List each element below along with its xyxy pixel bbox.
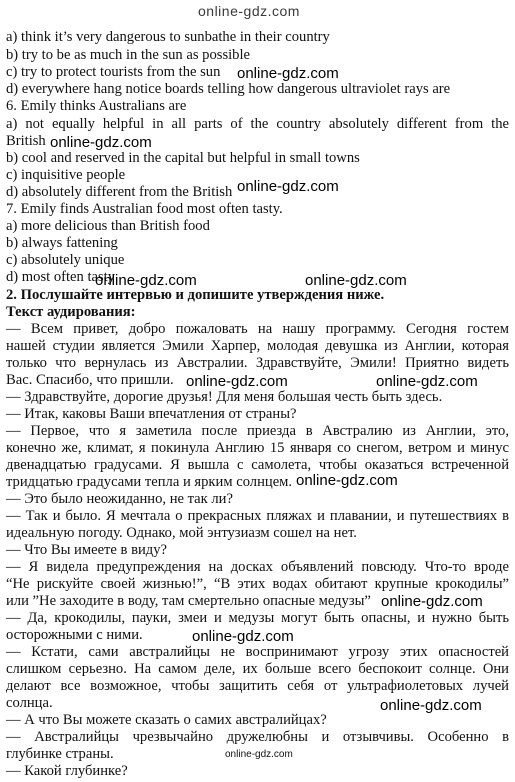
- option-5a: a) think it’s very dangerous to sunbathe in their country: [6, 29, 330, 45]
- transcript-line: — Какой глубинке?: [6, 763, 128, 779]
- transcript-line: слишком серьезно. На самом деле, их больше всего беспокоит солнце. Они: [6, 661, 509, 677]
- watermark: online-gdz.com: [186, 373, 288, 390]
- transcript-line: — Первое, что я заметила после приезда в Австралию из Англии, это,: [6, 423, 509, 439]
- option-5d: d) everywhere hang notice boards telling how dangerous ultraviolet rays are: [6, 81, 451, 97]
- transcript-line: — Я видела предупреждения на досках объявлений повсюду. Что-то вроде: [6, 559, 509, 575]
- watermark: online-gdz.com: [50, 134, 152, 151]
- watermark: online-gdz.com: [237, 178, 339, 195]
- watermark: online-gdz.com: [192, 628, 294, 645]
- watermark: online-gdz.com: [380, 697, 482, 714]
- option-6b: b) cool and reserved in the capital but helpful in small towns: [6, 150, 360, 166]
- transcript-line: — Кстати, сами австралийцы не воспринимают угрозу этих опасностей: [6, 644, 509, 660]
- transcript-line: “Не рискуйте своей жизнью!”, “В этих водах обитают крупные крокодилы”: [6, 576, 509, 592]
- option-5b: b) try to be as much in the sun as possible: [6, 47, 251, 63]
- transcript-line: — А что Вы можете сказать о самих австралийцах?: [6, 712, 327, 728]
- option-7b: b) always fattening: [6, 235, 118, 251]
- transcript-line: конечно же, климат, я покинула Англию 15 января со снегом, ветром и минус: [6, 440, 509, 456]
- option-6c: c) inquisitive people: [6, 167, 126, 183]
- watermark: online-gdz.com: [376, 373, 478, 390]
- transcript-line: двенадцатью градусами. Я вышла с самолета, чтобы оказаться встреченной: [6, 457, 509, 473]
- transcript-line: идеальную погоду. Однако, мой энтузиазм сошел на нет.: [6, 525, 357, 541]
- watermark: online-gdz.com: [198, 3, 300, 19]
- watermark: online-gdz.com: [381, 593, 483, 610]
- question-7: 7. Emily finds Australian food most often tasty.: [6, 201, 283, 217]
- transcript-line: только что вернулась из Австралии. Здравствуйте, Эмили! Приятно видеть: [6, 355, 509, 371]
- transcript-line: глубинке страны.: [6, 746, 114, 762]
- transcript-heading: Текст аудирования:: [6, 304, 136, 320]
- watermark: online-gdz.com: [95, 272, 197, 289]
- transcript-line: — Австралийцы чрезвычайно дружелюбны и отзывчивы. Особенно в: [6, 729, 509, 745]
- transcript-line: солнца.: [6, 695, 53, 711]
- transcript-line: — Да, крокодилы, пауки, змеи и медузы могут быть опасны, и нужно быть: [6, 610, 509, 626]
- transcript-line: нашей студии является Эмили Харпер, молодая девушка из Англии, которая: [6, 338, 509, 354]
- option-5c: c) try to protect tourists from the sun: [6, 64, 221, 80]
- option-7c: c) absolutely unique: [6, 252, 125, 268]
- option-7a: a) more delicious than British food: [6, 218, 210, 234]
- transcript-line: тридцатью градусами тепла и ярким солнцем.: [6, 474, 293, 490]
- option-6a: a) not equally helpful in all parts of the country absolutely different from the: [6, 116, 509, 132]
- transcript-line: Вас. Спасибо, что пришли.: [6, 372, 174, 388]
- question-6: 6. Emily thinks Australians are: [6, 98, 187, 114]
- task-2-heading: 2. Послушайте интервью и допишите утверждения ниже.: [6, 287, 385, 303]
- transcript-line: — Итак, каковы Ваши впечатления от страны?: [6, 406, 297, 422]
- option-6d: d) absolutely different from the British: [6, 184, 233, 200]
- watermark: online-gdz.com: [225, 749, 293, 760]
- option-6a-cont: British: [6, 133, 46, 149]
- transcript-line: — Так и было. Я мечтала о прекрасных пляжах и плавании, и путешествиях в: [6, 508, 509, 524]
- watermark: online-gdz.com: [296, 472, 398, 489]
- transcript-line: делают все возможное, чтобы защитить себя от ультрафиолетовых лучей: [6, 678, 509, 694]
- transcript-line: — Всем привет, добро пожаловать на нашу программу. Сегодня гостем: [6, 321, 509, 337]
- watermark: online-gdz.com: [305, 272, 407, 289]
- watermark: online-gdz.com: [237, 65, 339, 82]
- option-7d: d) most often tasty: [6, 269, 116, 285]
- transcript-line: осторожными с ними.: [6, 627, 143, 643]
- transcript-line: — Это было неожиданно, не так ли?: [6, 491, 233, 507]
- transcript-line: — Что Вы имеете в виду?: [6, 542, 167, 558]
- transcript-line: или ”Не заходите в воду, там смертельно опасные медузы”: [6, 593, 371, 609]
- transcript-line: — Здравствуйте, дорогие друзья! Для меня большая честь быть здесь.: [6, 389, 443, 405]
